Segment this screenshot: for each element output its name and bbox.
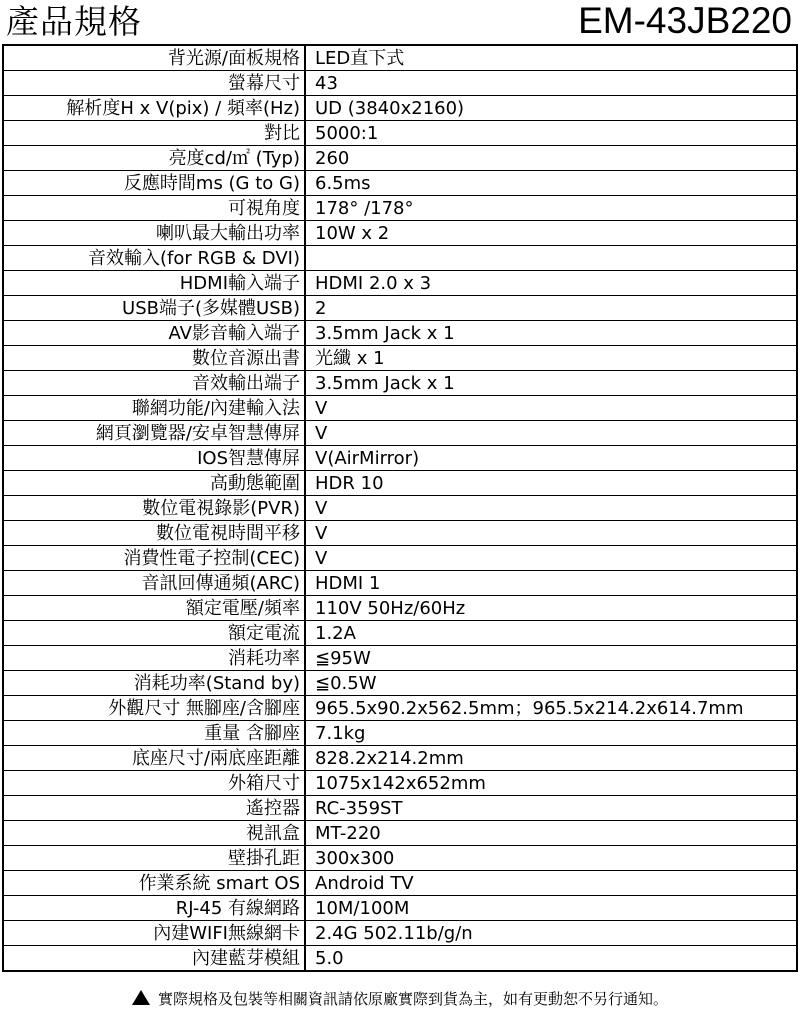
spec-value: LED直下式	[315, 48, 405, 69]
spec-row	[4, 296, 796, 321]
spec-row	[4, 96, 796, 121]
spec-label: 視訊盒	[4, 821, 306, 846]
spec-row	[4, 746, 796, 771]
spec-label: 數位電視時間平移	[4, 521, 306, 546]
spec-value: HDMI 2.0 x 3	[315, 273, 432, 294]
spec-row	[4, 621, 796, 646]
spec-row	[4, 646, 796, 671]
spec-label: 作業系統 smart OS	[4, 871, 306, 896]
spec-label: 壁掛孔距	[4, 846, 306, 871]
spec-label: 額定電流	[4, 621, 306, 646]
spec-label: 聯網功能/內建輸入法	[4, 396, 306, 421]
spec-value: 1075x142x652mm	[315, 773, 486, 794]
spec-label: 底座尺寸/兩底座距離	[4, 746, 306, 771]
disclaimer-text: 實際規格及包裝等相關資訊請依原廠實際到貨為主，如有更動恕不另行通知。	[157, 990, 668, 1008]
spec-value: 5000:1	[315, 123, 379, 144]
spec-value: MT-220	[315, 823, 381, 844]
spec-value: 6.5ms	[315, 173, 371, 194]
spec-row	[4, 121, 796, 146]
spec-row	[4, 171, 796, 196]
spec-row	[4, 946, 796, 971]
spec-row	[4, 696, 796, 721]
spec-label: 音效輸入(for RGB & DVI)	[4, 246, 306, 271]
spec-value: 10W x 2	[315, 223, 390, 244]
spec-row	[4, 371, 796, 396]
spec-value: V	[315, 423, 328, 444]
spec-label: 數位音源出書	[4, 346, 306, 371]
spec-row	[4, 221, 796, 246]
spec-row	[4, 446, 796, 471]
spec-label: RJ-45 有線網路	[4, 896, 306, 921]
spec-label: 內建WIFI無線網卡	[4, 921, 306, 946]
spec-row	[4, 846, 796, 871]
spec-value: V	[315, 398, 328, 419]
spec-label: 亮度cd/㎡ (Typ)	[4, 146, 306, 171]
spec-row	[4, 896, 796, 921]
spec-label: USB端子(多媒體USB)	[4, 296, 306, 321]
spec-row	[4, 146, 796, 171]
spec-value: UD (3840x2160)	[315, 98, 465, 119]
spec-row	[4, 921, 796, 946]
warning-triangle-icon	[132, 990, 150, 1005]
spec-value: 110V 50Hz/60Hz	[315, 598, 466, 619]
spec-row	[4, 821, 796, 846]
spec-row	[4, 271, 796, 296]
spec-value: 3.5mm Jack x 1	[315, 373, 455, 394]
spec-row	[4, 196, 796, 221]
spec-label: 遙控器	[4, 796, 306, 821]
spec-label: 反應時間ms (G to G)	[4, 171, 306, 196]
spec-label: HDMI輸入端子	[4, 271, 306, 296]
spec-label: AV影音輸入端子	[4, 321, 306, 346]
spec-value: 43	[315, 73, 338, 94]
spec-label: 可視角度	[4, 196, 306, 221]
spec-value: V	[315, 498, 328, 519]
spec-label: 額定電壓/頻率	[4, 596, 306, 621]
spec-row	[4, 596, 796, 621]
page-title: 產品規格	[6, 2, 142, 41]
spec-value: V(AirMirror)	[315, 448, 420, 469]
page-header	[0, 0, 800, 44]
spec-label: IOS智慧傳屏	[4, 446, 306, 471]
spec-value	[308, 246, 796, 271]
spec-value: 3.5mm Jack x 1	[315, 323, 455, 344]
spec-value: HDMI 1	[315, 573, 381, 594]
spec-row	[4, 496, 796, 521]
spec-label: 外箱尺寸	[4, 771, 306, 796]
spec-value: ≦95W	[315, 648, 371, 669]
spec-row	[4, 71, 796, 96]
spec-label: 重量 含腳座	[4, 721, 306, 746]
spec-value: 2.4G 502.11b/g/n	[315, 923, 473, 944]
spec-value: HDR 10	[315, 473, 384, 494]
spec-label: 網頁瀏覽器/安卓智慧傳屏	[4, 421, 306, 446]
spec-row	[4, 571, 796, 596]
spec-label: 背光源/面板規格	[4, 46, 306, 71]
spec-value: ≦0.5W	[315, 673, 377, 694]
spec-row	[4, 771, 796, 796]
spec-label: 音訊回傳通頻(ARC)	[4, 571, 306, 596]
spec-label: 高動態範圍	[4, 471, 306, 496]
spec-label: 對比	[4, 121, 306, 146]
spec-row	[4, 421, 796, 446]
spec-label: 音效輸出端子	[4, 371, 306, 396]
spec-row	[4, 46, 796, 71]
spec-value: RC-359ST	[315, 798, 403, 819]
spec-value: 2	[315, 298, 327, 319]
spec-row	[4, 546, 796, 571]
spec-value: V	[315, 548, 328, 569]
spec-row	[4, 246, 796, 271]
spec-row	[4, 471, 796, 496]
spec-value: 178° /178°	[315, 198, 414, 219]
spec-label: 消耗功率(Stand by)	[4, 671, 306, 696]
spec-row	[4, 671, 796, 696]
spec-label: 數位電視錄影(PVR)	[4, 496, 306, 521]
model-number: EM-43JB220	[578, 0, 792, 41]
spec-value: 828.2x214.2mm	[315, 748, 464, 769]
spec-value: 10M/100M	[315, 898, 410, 919]
spec-label: 喇叭最大輸出功率	[4, 221, 306, 246]
spec-row	[4, 871, 796, 896]
spec-row	[4, 796, 796, 821]
spec-value: 300x300	[315, 848, 395, 869]
spec-value: 5.0	[315, 948, 344, 969]
spec-label: 消費性電子控制(CEC)	[4, 546, 306, 571]
spec-table	[2, 44, 798, 972]
spec-value: 7.1kg	[315, 723, 366, 744]
spec-value: 965.5x90.2x562.5mm；965.5x214.2x614.7mm	[315, 698, 744, 719]
spec-label: 解析度H x V(pix) / 頻率(Hz)	[4, 96, 306, 121]
spec-label: 螢幕尺寸	[4, 71, 306, 96]
spec-value: Android TV	[315, 873, 414, 894]
spec-value: 260	[315, 148, 350, 169]
spec-value: 1.2A	[315, 623, 356, 644]
spec-row	[4, 521, 796, 546]
spec-label: 消耗功率	[4, 646, 306, 671]
disclaimer-footer	[0, 984, 800, 1014]
spec-value: V	[315, 523, 328, 544]
spec-row	[4, 396, 796, 421]
spec-row	[4, 321, 796, 346]
spec-value: 光纖 x 1	[315, 348, 385, 369]
spec-row	[4, 346, 796, 371]
spec-row	[4, 721, 796, 746]
spec-label: 外觀尺寸 無腳座/含腳座	[4, 696, 306, 721]
spec-label: 內建藍芽模組	[4, 946, 306, 971]
